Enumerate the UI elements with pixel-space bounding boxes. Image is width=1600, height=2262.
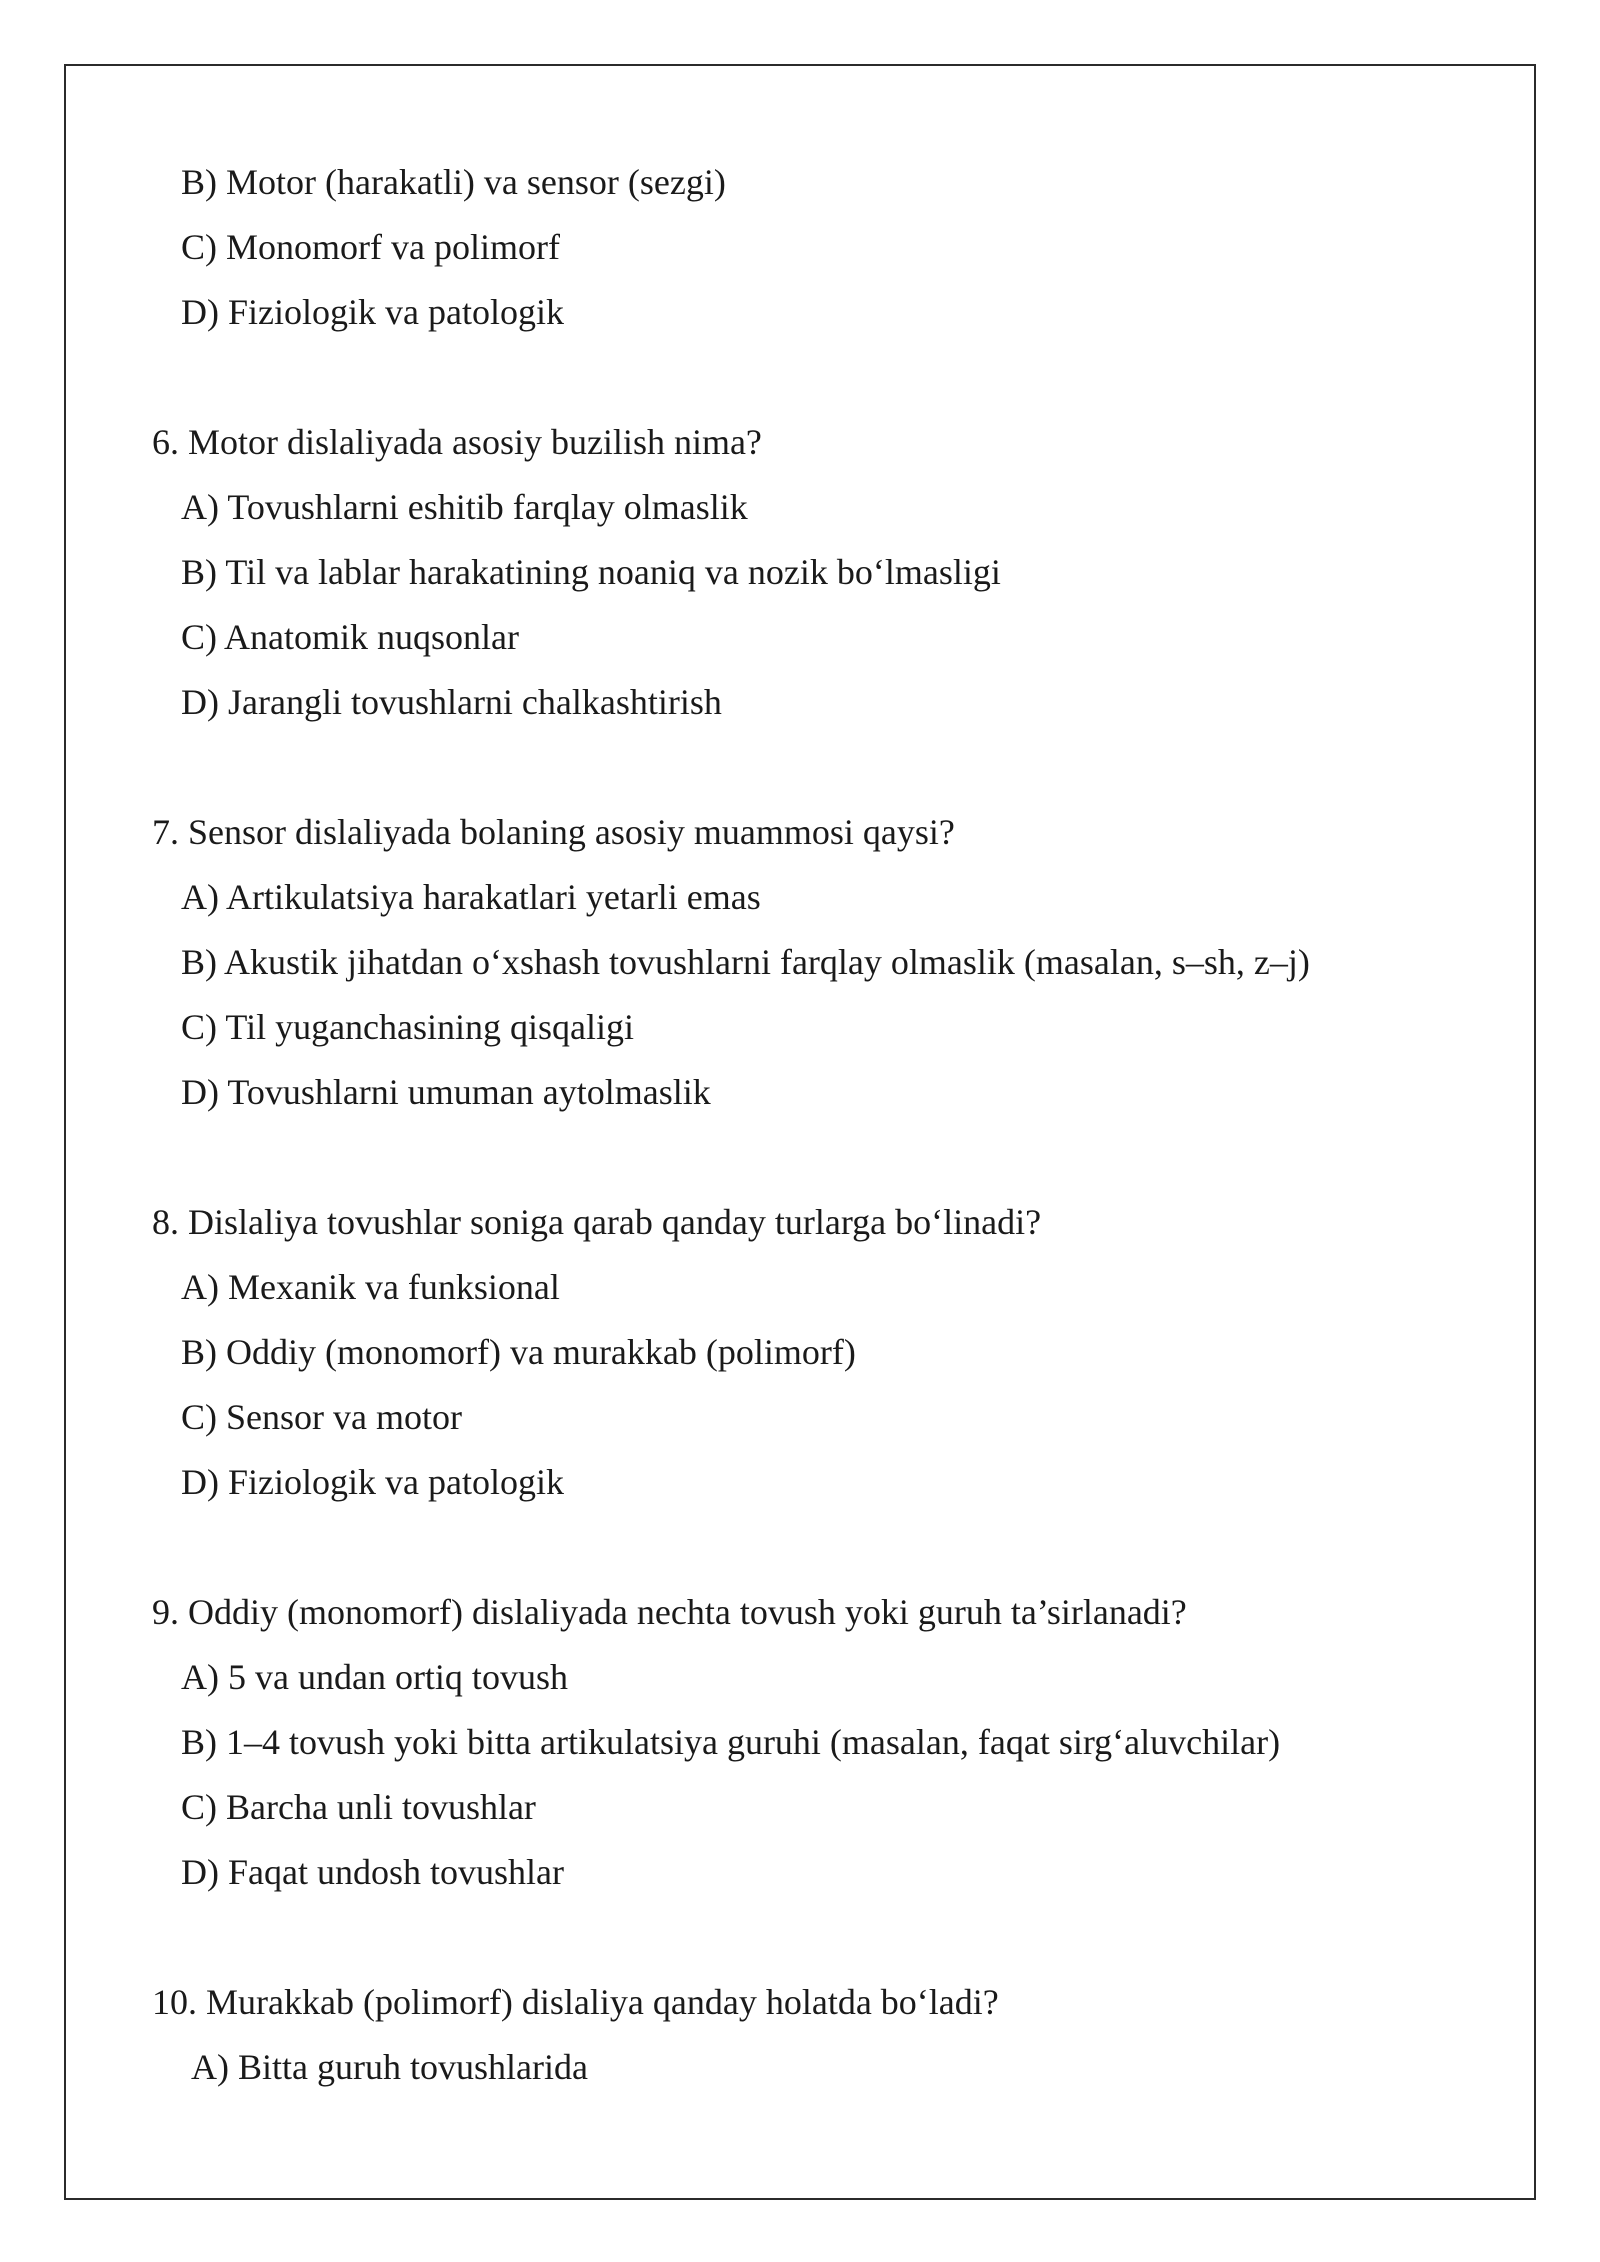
question-5-continuation <box>152 150 1452 345</box>
option-c: C) Monomorf va polimorf <box>181 227 560 267</box>
option-b: B) Motor (harakatli) va sensor (sezgi) <box>181 162 726 202</box>
quiz-content <box>152 150 1452 2165</box>
option-c: C) Sensor va motor <box>181 1397 462 1437</box>
option-d: D) Tovushlarni umuman aytolmaslik <box>181 1072 711 1112</box>
option-d: D) Faqat undosh tovushlar <box>181 1852 564 1892</box>
option-d: D) Fiziologik va patologik <box>181 1462 564 1502</box>
question-text: 9. Oddiy (monomorf) dislaliyada nechta tovush yoki guruh ta’sirlanadi? <box>152 1592 1187 1632</box>
option-b: B) 1–4 tovush yoki bitta artikulatsiya guruhi (masalan, faqat sirg‘aluvchilar) <box>181 1722 1281 1762</box>
question-10 <box>152 1970 1452 2100</box>
question-text: 7. Sensor dislaliyada bolaning asosiy muammosi qaysi? <box>152 812 955 852</box>
option-b: B) Til va lablar harakatining noaniq va nozik bo‘lmasligi <box>181 552 1001 592</box>
option-b: B) Oddiy (monomorf) va murakkab (polimorf) <box>181 1332 856 1372</box>
option-d: D) Jarangli tovushlarni chalkashtirish <box>181 682 722 722</box>
question-text: 10. Murakkab (polimorf) dislaliya qanday holatda bo‘ladi? <box>152 1982 999 2022</box>
option-a: A) Artikulatsiya harakatlari yetarli emas <box>181 877 761 917</box>
option-c: C) Til yuganchasining qisqaligi <box>181 1007 635 1047</box>
option-a: A) Tovushlarni eshitib farqlay olmaslik <box>181 487 748 527</box>
question-9 <box>152 1580 1452 1905</box>
option-d: D) Fiziologik va patologik <box>181 292 564 332</box>
question-8 <box>152 1190 1452 1515</box>
option-a: A) Mexanik va funksional <box>181 1267 560 1307</box>
question-text: 6. Motor dislaliyada asosiy buzilish nima? <box>152 422 762 462</box>
option-a: A) Bitta guruh tovushlarida <box>191 2047 588 2087</box>
option-c: C) Anatomik nuqsonlar <box>181 617 519 657</box>
question-6 <box>152 410 1452 735</box>
question-7 <box>152 800 1452 1125</box>
option-c: C) Barcha unli tovushlar <box>181 1787 536 1827</box>
option-b: B) Akustik jihatdan o‘xshash tovushlarni farqlay olmaslik (masalan, s–sh, z–j) <box>181 942 1310 982</box>
option-a: A) 5 va undan ortiq tovush <box>181 1657 568 1697</box>
question-text: 8. Dislaliya tovushlar soniga qarab qanday turlarga bo‘linadi? <box>152 1202 1042 1242</box>
